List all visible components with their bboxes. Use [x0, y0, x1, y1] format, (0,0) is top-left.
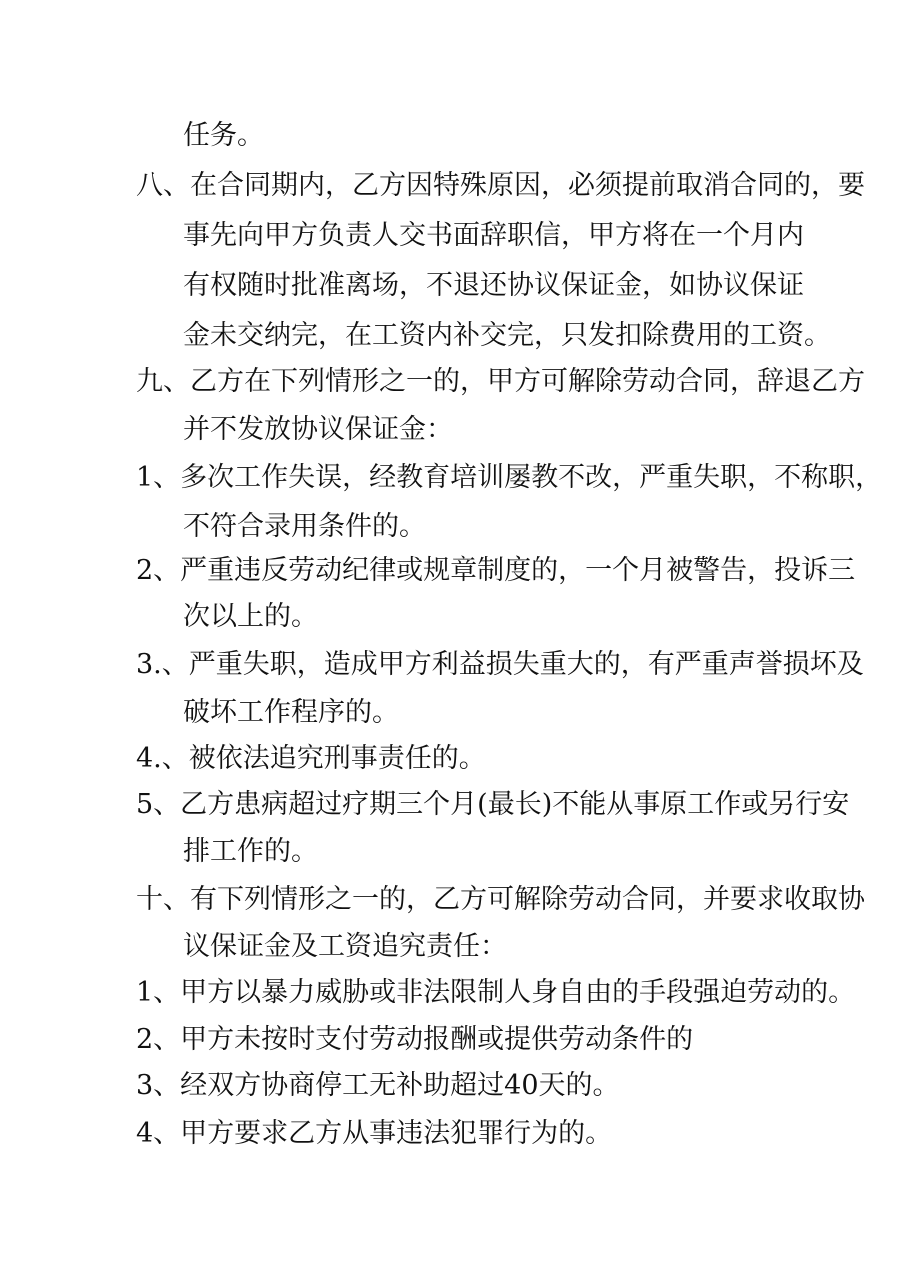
- clause-heading-10: 十、有下列情形之一的，乙方可解除劳动合同，并要求收取协: [136, 884, 865, 915]
- text-line: 有权随时批准离场，不退还协议保证金，如协议保证: [183, 270, 804, 301]
- list-item-5: 5、乙方患病超过疗期三个月(最长)不能从事原工作或另行安: [136, 789, 850, 820]
- list-item-1: 1、甲方以暴力威胁或非法限制人身自由的手段强迫劳动的。: [136, 977, 856, 1008]
- list-item-3: 3.、严重失职，造成甲方利益损失重大的，有严重声誉损坏及: [136, 649, 864, 680]
- text-line: 金未交纳完，在工资内补交完，只发扣除费用的工资。: [183, 320, 831, 351]
- text-line: 破坏工作程序的。: [183, 697, 399, 728]
- text-line: 任务。: [183, 120, 264, 151]
- text-line: 不符合录用条件的。: [183, 511, 426, 542]
- text-line: 事先向甲方负责人交书面辞职信，甲方将在一个月内: [183, 220, 804, 251]
- text-line: 排工作的。: [183, 836, 318, 867]
- list-item-4: 4.、被依法追究刑事责任的。: [136, 743, 486, 774]
- text-line: 并不发放协议保证金：: [183, 414, 453, 445]
- list-item-2: 2、严重违反劳动纪律或规章制度的，一个月被警告，投诉三: [136, 555, 856, 586]
- list-item-1: 1、多次工作失误，经教育培训屡教不改，严重失职，不称职，: [136, 462, 883, 493]
- text-line: 次以上的。: [183, 601, 318, 632]
- text-line: 议保证金及工资追究责任：: [183, 931, 507, 962]
- list-item-4: 4、甲方要求乙方从事违法犯罪行为的。: [136, 1118, 613, 1149]
- list-item-2: 2、甲方未按时支付劳动报酬或提供劳动条件的: [136, 1024, 694, 1055]
- clause-heading-8: 八、在合同期内，乙方因特殊原因，必须提前取消合同的，要: [136, 170, 865, 201]
- list-item-3: 3、经双方协商停工无补助超过40天的。: [136, 1070, 620, 1101]
- clause-heading-9: 九、乙方在下列情形之一的，甲方可解除劳动合同，辞退乙方: [136, 366, 865, 397]
